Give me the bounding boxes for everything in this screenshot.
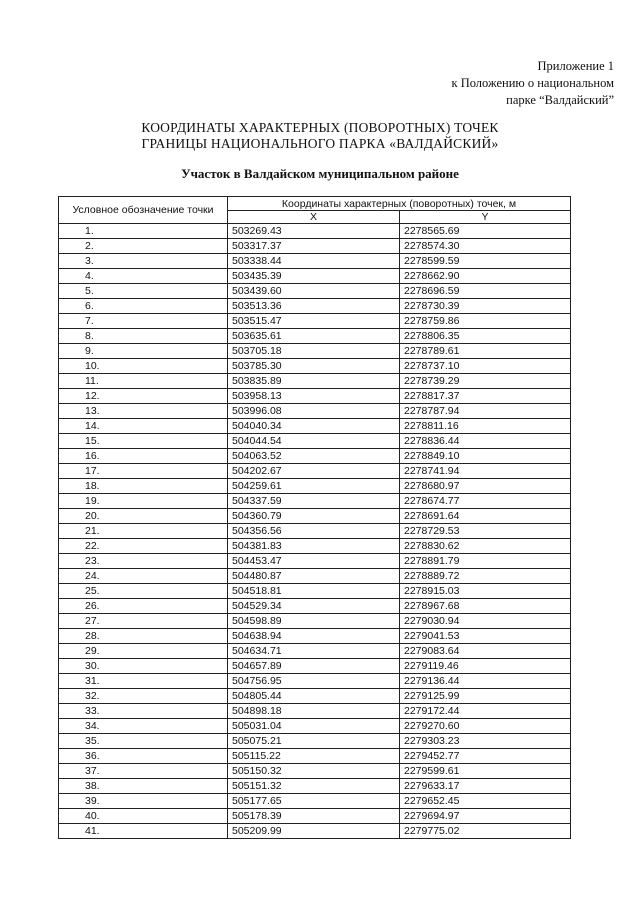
x-coordinate-cell: 503835.89 [228, 374, 400, 389]
title-line-2: ГРАНИЦЫ НАЦИОНАЛЬНОГО ПАРКА «ВАЛДАЙСКИЙ» [141, 136, 499, 151]
x-coordinate-cell: 503515.47 [228, 314, 400, 329]
point-number-cell: 13. [59, 404, 228, 419]
point-number-cell: 22. [59, 539, 228, 554]
point-number-cell: 16. [59, 449, 228, 464]
y-coordinate-cell: 2279030.94 [400, 614, 571, 629]
appendix-note [414, 58, 614, 109]
table-row [59, 824, 571, 839]
y-coordinate-cell: 2278696.59 [400, 284, 571, 299]
x-coordinate-cell: 504360.79 [228, 509, 400, 524]
x-coordinate-cell: 503269.43 [228, 224, 400, 239]
table-row [59, 689, 571, 704]
table-row [59, 239, 571, 254]
x-coordinate-cell: 503317.37 [228, 239, 400, 254]
y-coordinate-cell: 2278574.30 [400, 239, 571, 254]
table-row [59, 794, 571, 809]
table-row [59, 269, 571, 284]
table-row [59, 584, 571, 599]
y-coordinate-cell: 2279125.99 [400, 689, 571, 704]
x-coordinate-cell: 505150.32 [228, 764, 400, 779]
x-coordinate-cell: 504202.67 [228, 464, 400, 479]
table-row [59, 314, 571, 329]
point-number-cell: 5. [59, 284, 228, 299]
appendix-line-2: к Положению о национальном [451, 76, 614, 90]
table-row [59, 569, 571, 584]
point-number-cell: 27. [59, 614, 228, 629]
point-number-cell: 25. [59, 584, 228, 599]
x-coordinate-cell: 504529.34 [228, 599, 400, 614]
header-x: X [228, 211, 400, 224]
x-coordinate-cell: 505075.21 [228, 734, 400, 749]
appendix-line-1: Приложение 1 [537, 59, 614, 73]
x-coordinate-cell: 504356.56 [228, 524, 400, 539]
table-row [59, 224, 571, 239]
x-coordinate-cell: 504634.71 [228, 644, 400, 659]
y-coordinate-cell: 2278889.72 [400, 569, 571, 584]
x-coordinate-cell: 504063.52 [228, 449, 400, 464]
table-row [59, 644, 571, 659]
y-coordinate-cell: 2278737.10 [400, 359, 571, 374]
point-number-cell: 33. [59, 704, 228, 719]
point-number-cell: 12. [59, 389, 228, 404]
x-coordinate-cell: 504598.89 [228, 614, 400, 629]
table-row [59, 494, 571, 509]
table-row [59, 464, 571, 479]
point-number-cell: 28. [59, 629, 228, 644]
x-coordinate-cell: 504638.94 [228, 629, 400, 644]
y-coordinate-cell: 2279119.46 [400, 659, 571, 674]
table-row [59, 344, 571, 359]
x-coordinate-cell: 503958.13 [228, 389, 400, 404]
y-coordinate-cell: 2278599.59 [400, 254, 571, 269]
x-coordinate-cell: 503705.18 [228, 344, 400, 359]
table-row [59, 374, 571, 389]
x-coordinate-cell: 504044.54 [228, 434, 400, 449]
y-coordinate-cell: 2279452.77 [400, 749, 571, 764]
table-row [59, 359, 571, 374]
y-coordinate-cell: 2278741.94 [400, 464, 571, 479]
x-coordinate-cell: 503338.44 [228, 254, 400, 269]
x-coordinate-cell: 504259.61 [228, 479, 400, 494]
coordinates-table [58, 196, 571, 839]
point-number-cell: 19. [59, 494, 228, 509]
y-coordinate-cell: 2279303.23 [400, 734, 571, 749]
table-row [59, 809, 571, 824]
table-row [59, 299, 571, 314]
table-row [59, 734, 571, 749]
x-coordinate-cell: 504657.89 [228, 659, 400, 674]
x-coordinate-cell: 504805.44 [228, 689, 400, 704]
x-coordinate-cell: 505209.99 [228, 824, 400, 839]
table-row [59, 284, 571, 299]
point-number-cell: 11. [59, 374, 228, 389]
y-coordinate-cell: 2278967.68 [400, 599, 571, 614]
title-line-1: КООРДИНАТЫ ХАРАКТЕРНЫХ (ПОВОРОТНЫХ) ТОЧЕК [141, 120, 499, 135]
y-coordinate-cell: 2278787.94 [400, 404, 571, 419]
x-coordinate-cell: 504040.34 [228, 419, 400, 434]
x-coordinate-cell: 503635.61 [228, 329, 400, 344]
point-number-cell: 30. [59, 659, 228, 674]
y-coordinate-cell: 2278806.35 [400, 329, 571, 344]
x-coordinate-cell: 505177.65 [228, 794, 400, 809]
point-number-cell: 15. [59, 434, 228, 449]
section-subtitle: Участок в Валдайском муниципальном районе [181, 166, 459, 181]
table-row [59, 524, 571, 539]
x-coordinate-cell: 504756.95 [228, 674, 400, 689]
table-row [59, 449, 571, 464]
y-coordinate-cell: 2278730.39 [400, 299, 571, 314]
table-row [59, 749, 571, 764]
point-number-cell: 18. [59, 479, 228, 494]
point-number-cell: 32. [59, 689, 228, 704]
table-row [59, 419, 571, 434]
y-coordinate-cell: 2279270.60 [400, 719, 571, 734]
table-body [59, 224, 571, 839]
header-point-designation: Условное обозначение точки [59, 197, 228, 224]
table-row [59, 389, 571, 404]
y-coordinate-cell: 2279633.17 [400, 779, 571, 794]
y-coordinate-cell: 2279694.97 [400, 809, 571, 824]
y-coordinate-cell: 2278830.62 [400, 539, 571, 554]
y-coordinate-cell: 2279172.44 [400, 704, 571, 719]
point-number-cell: 38. [59, 779, 228, 794]
x-coordinate-cell: 505151.32 [228, 779, 400, 794]
table-row [59, 479, 571, 494]
x-coordinate-cell: 504480.87 [228, 569, 400, 584]
table-row [59, 254, 571, 269]
y-coordinate-cell: 2278759.86 [400, 314, 571, 329]
point-number-cell: 14. [59, 419, 228, 434]
point-number-cell: 40. [59, 809, 228, 824]
appendix-line-3: парке “Валдайский” [506, 93, 614, 107]
table-row [59, 659, 571, 674]
y-coordinate-cell: 2279136.44 [400, 674, 571, 689]
y-coordinate-cell: 2279652.45 [400, 794, 571, 809]
point-number-cell: 24. [59, 569, 228, 584]
table-row [59, 434, 571, 449]
table-row [59, 674, 571, 689]
table-row [59, 554, 571, 569]
y-coordinate-cell: 2278680.97 [400, 479, 571, 494]
y-coordinate-cell: 2278662.90 [400, 269, 571, 284]
point-number-cell: 8. [59, 329, 228, 344]
x-coordinate-cell: 503439.60 [228, 284, 400, 299]
y-coordinate-cell: 2279041.53 [400, 629, 571, 644]
point-number-cell: 17. [59, 464, 228, 479]
x-coordinate-cell: 504381.83 [228, 539, 400, 554]
x-coordinate-cell: 505178.39 [228, 809, 400, 824]
table-row [59, 764, 571, 779]
point-number-cell: 7. [59, 314, 228, 329]
table-row [59, 629, 571, 644]
y-coordinate-cell: 2278789.61 [400, 344, 571, 359]
y-coordinate-cell: 2278891.79 [400, 554, 571, 569]
table-row [59, 704, 571, 719]
header-coordinates: Координаты характерных (поворотных) точек, м [228, 197, 571, 211]
x-coordinate-cell: 505115.22 [228, 749, 400, 764]
table-row [59, 539, 571, 554]
x-coordinate-cell: 504453.47 [228, 554, 400, 569]
y-coordinate-cell: 2278739.29 [400, 374, 571, 389]
x-coordinate-cell: 504898.18 [228, 704, 400, 719]
point-number-cell: 3. [59, 254, 228, 269]
x-coordinate-cell: 503435.39 [228, 269, 400, 284]
y-coordinate-cell: 2278849.10 [400, 449, 571, 464]
x-coordinate-cell: 504337.59 [228, 494, 400, 509]
y-coordinate-cell: 2278691.64 [400, 509, 571, 524]
point-number-cell: 20. [59, 509, 228, 524]
header-y: Y [400, 211, 571, 224]
point-number-cell: 1. [59, 224, 228, 239]
y-coordinate-cell: 2279599.61 [400, 764, 571, 779]
x-coordinate-cell: 504518.81 [228, 584, 400, 599]
point-number-cell: 26. [59, 599, 228, 614]
x-coordinate-cell: 503996.08 [228, 404, 400, 419]
y-coordinate-cell: 2278817.37 [400, 389, 571, 404]
table-row [59, 329, 571, 344]
point-number-cell: 2. [59, 239, 228, 254]
y-coordinate-cell: 2279775.02 [400, 824, 571, 839]
document-title [0, 120, 640, 152]
point-number-cell: 31. [59, 674, 228, 689]
table-row [59, 509, 571, 524]
y-coordinate-cell: 2278565.69 [400, 224, 571, 239]
point-number-cell: 23. [59, 554, 228, 569]
y-coordinate-cell: 2278729.53 [400, 524, 571, 539]
x-coordinate-cell: 505031.04 [228, 719, 400, 734]
point-number-cell: 9. [59, 344, 228, 359]
point-number-cell: 10. [59, 359, 228, 374]
point-number-cell: 6. [59, 299, 228, 314]
x-coordinate-cell: 503513.36 [228, 299, 400, 314]
y-coordinate-cell: 2278836.44 [400, 434, 571, 449]
y-coordinate-cell: 2278915.03 [400, 584, 571, 599]
point-number-cell: 21. [59, 524, 228, 539]
y-coordinate-cell: 2278811.16 [400, 419, 571, 434]
point-number-cell: 29. [59, 644, 228, 659]
point-number-cell: 34. [59, 719, 228, 734]
point-number-cell: 4. [59, 269, 228, 284]
table-row [59, 404, 571, 419]
table-row [59, 599, 571, 614]
point-number-cell: 41. [59, 824, 228, 839]
point-number-cell: 35. [59, 734, 228, 749]
point-number-cell: 36. [59, 749, 228, 764]
table-row [59, 719, 571, 734]
x-coordinate-cell: 503785.30 [228, 359, 400, 374]
point-number-cell: 39. [59, 794, 228, 809]
point-number-cell: 37. [59, 764, 228, 779]
table-row [59, 779, 571, 794]
table-row [59, 614, 571, 629]
y-coordinate-cell: 2279083.64 [400, 644, 571, 659]
y-coordinate-cell: 2278674.77 [400, 494, 571, 509]
